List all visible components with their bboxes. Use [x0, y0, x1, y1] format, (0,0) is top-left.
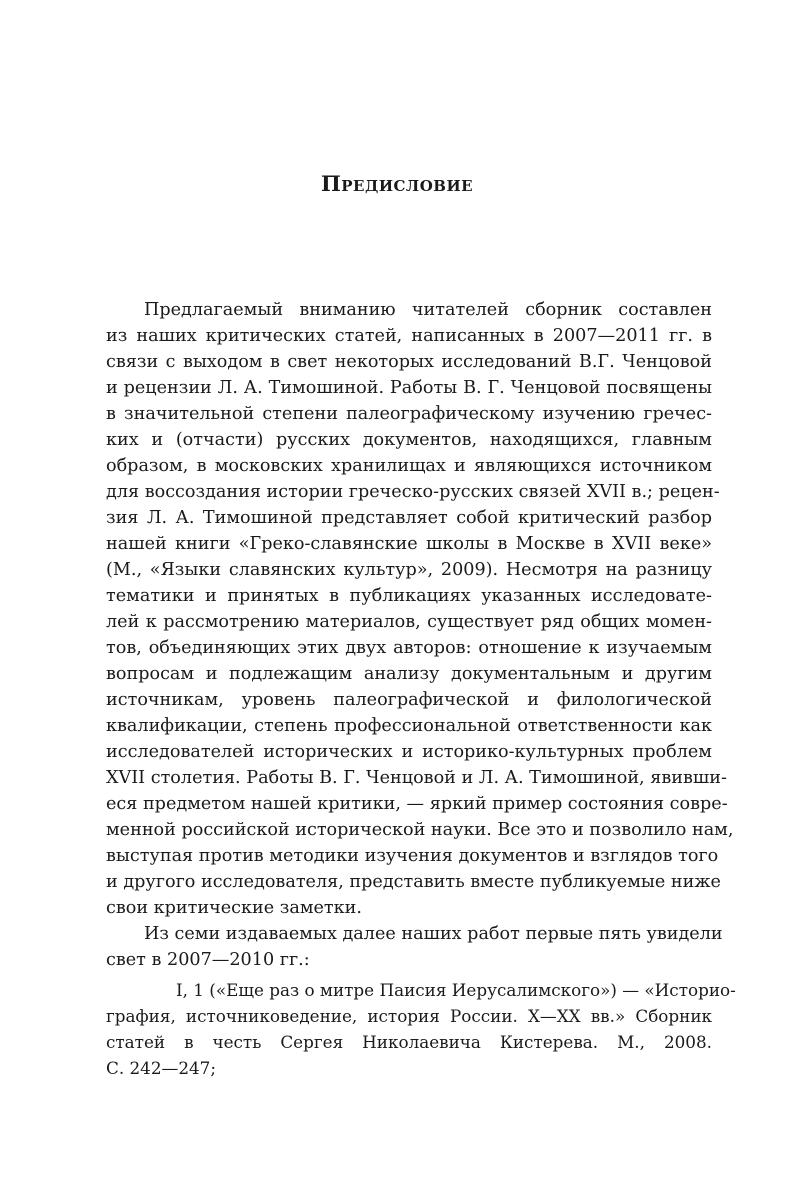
text-line: тематики и принятых в публикациях указанных исследовате-: [106, 586, 712, 606]
text-line: I, 1 («Еще раз о митре Паисия Иерусалимского») — «Историо-: [176, 980, 736, 1000]
page-title: Предисловие: [320, 171, 474, 196]
paragraph-1: [106, 297, 734, 921]
reference-entry: [106, 977, 736, 1081]
text-line: графия, источниковедение, история России. X—XX вв.» Сборник: [106, 1006, 712, 1026]
text-line: нашей книги «Греко-славянские школы в Москве в XVII веке»: [106, 534, 712, 554]
text-line: в значительной степени палеографическому изучению гречес-: [106, 404, 712, 424]
text-line: свет в 2007—2010 гг.:: [106, 950, 310, 970]
text-line: для воссоздания истории греческо-русских связей XVII в.; рецен-: [106, 482, 720, 502]
text-line: и рецензии Л. А. Тимошиной. Работы В. Г. Ченцовой посвящены: [106, 378, 712, 398]
text-line: зия Л. А. Тимошиной представляет собой критический разбор: [106, 508, 712, 528]
text-line: С. 242—247;: [106, 1058, 217, 1078]
text-line: выступая против методики изучения документов и взглядов того: [106, 846, 719, 866]
text-line: связи с выходом в свет некоторых исследований В.Г. Ченцовой: [106, 352, 712, 372]
text-line: из наших критических статей, написанных в 2007—2011 гг. в: [106, 326, 712, 346]
text-line: свои критические заметки.: [106, 898, 362, 918]
text-line: лей к рассмотрению материалов, существует ряд общих момен-: [106, 612, 712, 632]
paragraph-2: [106, 921, 723, 973]
text-line: источникам, уровень палеографической и филологической: [106, 690, 712, 710]
text-line: и другого исследователя, представить вместе публикуемые ниже: [106, 872, 721, 892]
text-line: Предлагаемый вниманию читателей сборник составлен: [144, 300, 712, 320]
text-line: статей в честь Сергея Николаевича Кистерева. М., 2008.: [106, 1032, 712, 1052]
text-line: еся предметом нашей критики, — яркий пример состояния совре-: [106, 794, 728, 814]
text-line: ких и (отчасти) русских документов, находящихся, главным: [106, 430, 712, 450]
text-line: исследователей исторических и историко-культурных проблем: [106, 742, 712, 762]
text-line: вопросам и подлежащим анализу документальным и другим: [106, 664, 712, 684]
text-line: квалификации, степень профессиональной ответственности как: [106, 716, 712, 736]
text-line: тов, объединяющих этих двух авторов: отношение к изучаемым: [106, 638, 712, 658]
text-line: (М., «Языки славянских культур», 2009). Несмотря на разницу: [106, 560, 712, 580]
text-line: Из семи издаваемых далее наших работ первые пять увидели: [144, 924, 723, 944]
text-line: менной российской исторической науки. Все это и позволило нам,: [106, 820, 734, 840]
text-line: XVII столетия. Работы В. Г. Ченцовой и Л. А. Тимошиной, явивши-: [106, 768, 727, 788]
text-line: образом, в московских хранилищах и являющихся источником: [106, 456, 712, 476]
